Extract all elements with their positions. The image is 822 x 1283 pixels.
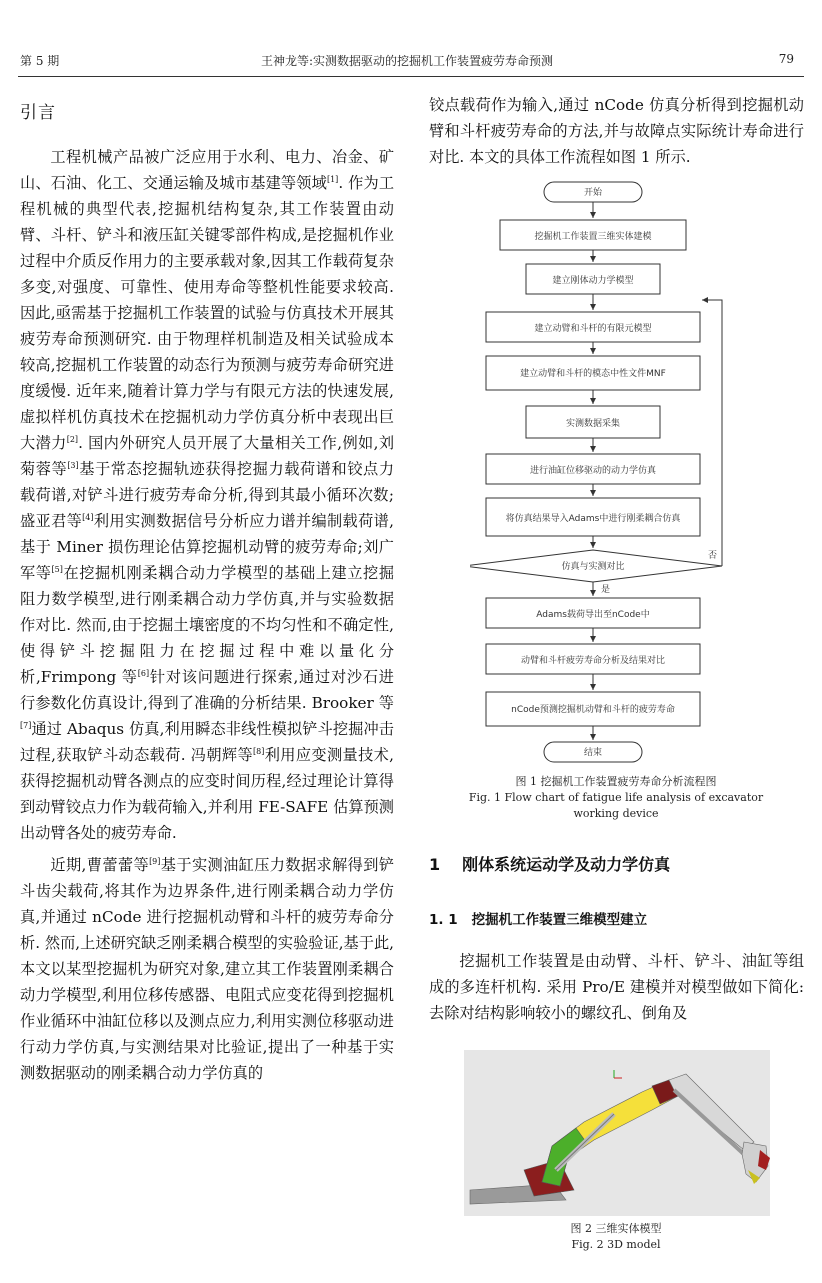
- section-1-number: 1: [429, 855, 441, 874]
- flow-start-label: 开始: [583, 188, 603, 198]
- page-number: 79: [778, 52, 794, 66]
- flow-end-label: 结束: [583, 748, 603, 758]
- section-1-1-heading: [429, 908, 647, 928]
- figure-2-caption-en: Fig. 2 3D model: [571, 1238, 661, 1251]
- section-1-1-number: 1. 1: [429, 912, 458, 928]
- right-paragraph-continued: 铰点载荷作为输入,通过 nCode 仿真分析得到挖掘机动臂和斗杆疲劳寿命的方法,并与故障点实际统计寿命进行对比. 本文的具体工作流程如图 1 所示.: [429, 96, 804, 166]
- citation[interactable]: [1]: [326, 175, 339, 184]
- flow-step-3-label: 建立动臂和斗杆的有限元模型: [534, 324, 652, 334]
- excavator-model-drawing: [464, 1050, 770, 1216]
- flow-step-4-label: 建立动臂和斗杆的模态中性文件MNF: [520, 369, 666, 379]
- section-1-1-paragraph: 挖掘机工作装置是由动臂、斗杆、铲斗、油缸等组成的多连杆机构. 采用 Pro/E 建模并对模型做如下简化:去除对结构影响较小的螺纹孔、倒角及: [429, 952, 804, 1022]
- running-title: 王神龙等:实测数据驱动的挖掘机工作装置疲劳寿命预测: [260, 54, 554, 68]
- figure-2-caption: [430, 1221, 802, 1253]
- citation[interactable]: [5]: [51, 565, 63, 574]
- citation[interactable]: [4]: [82, 513, 94, 522]
- citation[interactable]: [9]: [149, 857, 161, 866]
- figure-1-caption-en-2: working device: [573, 807, 659, 820]
- intro-paragraph-2: 近期,曹蕾蕾等[9]基于实测油缸压力数据求解得到铲斗齿尖载荷,将其作为边界条件,进行刚柔耦合动力学仿真,并通过 nCode 进行挖掘机动臂和斗杆的疲劳寿命分析. 然而,上述研究缺乏刚柔耦合模型的实验验证,基于此,本文以某型挖掘机为研究对象,建立其工作装置刚柔耦合动力学模型,利用位移传感器、电阻式应变花得到挖掘机作业循环中油缸位移以及测点应力,利用实测位移驱动进行动力学仿真,与实测结果对比验证,提出了一种基于实测数据驱动的刚柔耦合动力学仿真的: [20, 856, 395, 1082]
- citation[interactable]: [3]: [67, 461, 79, 470]
- flow-step-9-label: 动臂和斗杆疲劳寿命分析及结果对比: [520, 656, 666, 666]
- figure-1-caption-en-1: Fig. 1 Flow chart of fatigue life analysis of excavator: [468, 791, 764, 804]
- section-1-title: 刚体系统运动学及动力学仿真: [462, 855, 671, 874]
- intro-heading: 引言: [20, 103, 56, 123]
- section-1-1-title: 挖掘机工作装置三维模型建立: [471, 912, 648, 928]
- flow-step-8-label: Adams载荷导出至nCode中: [536, 610, 650, 620]
- citation[interactable]: [2]: [66, 435, 79, 444]
- flow-step-1-label: 挖掘机工作装置三维实体建模: [534, 232, 652, 242]
- figure-1-flowchart: [470, 178, 770, 770]
- citation[interactable]: [7]: [20, 721, 32, 730]
- intro-paragraph-1: 工程机械产品被广泛应用于水利、电力、冶金、矿山、石油、化工、交通运输及城市基建等领域[1]. 作为工程机械的典型代表,挖掘机结构复杂,其工作装置由动臂、斗杆、铲斗和液压缸关键零部件构成,是挖掘机作业过程中介质反作用力的主要承载对象,因其工作载荷复杂多变,对强度、可靠性、使用寿命等整机性能要求较高. 因此,亟需基于挖掘机工作装置的试验与仿真技术开展其疲劳寿命预测研究. 由于物理样机制造及相关试验成本较高,挖掘机工作装置的动态行为预测与疲劳寿命研究进度缓慢. 近年来,随着计算力学与有限元方法的快速发展,虚拟样机仿真技术在挖掘机动力学仿真分析中表现出巨大潜力[2]. 国内外研究人员开展了大量相关工作,例如,刘菊蓉等[3]基于常态挖掘轨迹获得挖掘力载荷谱和铰点力载荷谱,对铲斗进行疲劳寿命分析,得到其最小循环次数;盛亚君等[4]利用实测数据信号分析应力谱并编制载荷谱,基于 Miner 损伤理论估算挖掘机动臂的疲劳寿命;刘广军等[5]在挖掘机刚柔耦合动力学模型的基础上建立挖掘阻力数学模型,进行刚柔耦合动力学仿真,并与实验数据作对比. 然而,由于挖掘土壤密度的不均匀性和不确定性,使得铲斗挖掘阻力在挖掘过程中难以量化分析,Frimpong 等[6]针对该问题进行探索,通过对沙石进行参数化仿真设计,得到了准确的分析结果. Brooker 等[7]通过 Abaqus 仿真,利用瞬态非线性模拟铲斗挖掘冲击过程,获取铲斗动态载荷. 冯朝辉等[8]利用应变测量技术,获得挖掘机动臂各测点的应变时间历程,经过理论计算得到动臂铰点力作为载荷输入,并利用 FE-SAFE 估算预测出动臂各处的疲劳寿命.: [20, 148, 395, 842]
- citation[interactable]: [8]: [253, 747, 265, 756]
- header-rule: [18, 76, 804, 77]
- citation[interactable]: [6]: [137, 669, 150, 678]
- section-1-heading: [429, 852, 670, 875]
- flow-step-2-label: 建立刚体动力学模型: [552, 276, 634, 286]
- figure-1-caption-cn: 图 1 挖掘机工作装置疲劳寿命分析流程图: [515, 775, 717, 788]
- flow-no-label: 否: [708, 551, 718, 561]
- flow-step-6-label: 进行油缸位移驱动的动力学仿真: [529, 466, 657, 476]
- flow-step-7-label: 将仿真结果导入Adams中进行刚柔耦合仿真: [505, 514, 681, 524]
- issue-number: 第 5 期: [20, 54, 60, 68]
- figure-1-caption: [430, 774, 802, 822]
- flow-yes-label: 是: [601, 585, 611, 595]
- right-column-top: [429, 92, 804, 170]
- flowchart-svg: [470, 178, 770, 770]
- flow-step-5-label: 实测数据采集: [565, 419, 621, 429]
- flow-step-10-label: nCode预测挖掘机动臂和斗杆的疲劳寿命: [511, 705, 675, 715]
- figure-2-caption-cn: 图 2 三维实体模型: [570, 1222, 662, 1235]
- left-column: [20, 92, 394, 1086]
- flow-no-loop: [702, 300, 722, 566]
- figure-2-3d-model-image: [464, 1050, 770, 1216]
- flow-decision-label: 仿真与实测对比: [561, 562, 625, 572]
